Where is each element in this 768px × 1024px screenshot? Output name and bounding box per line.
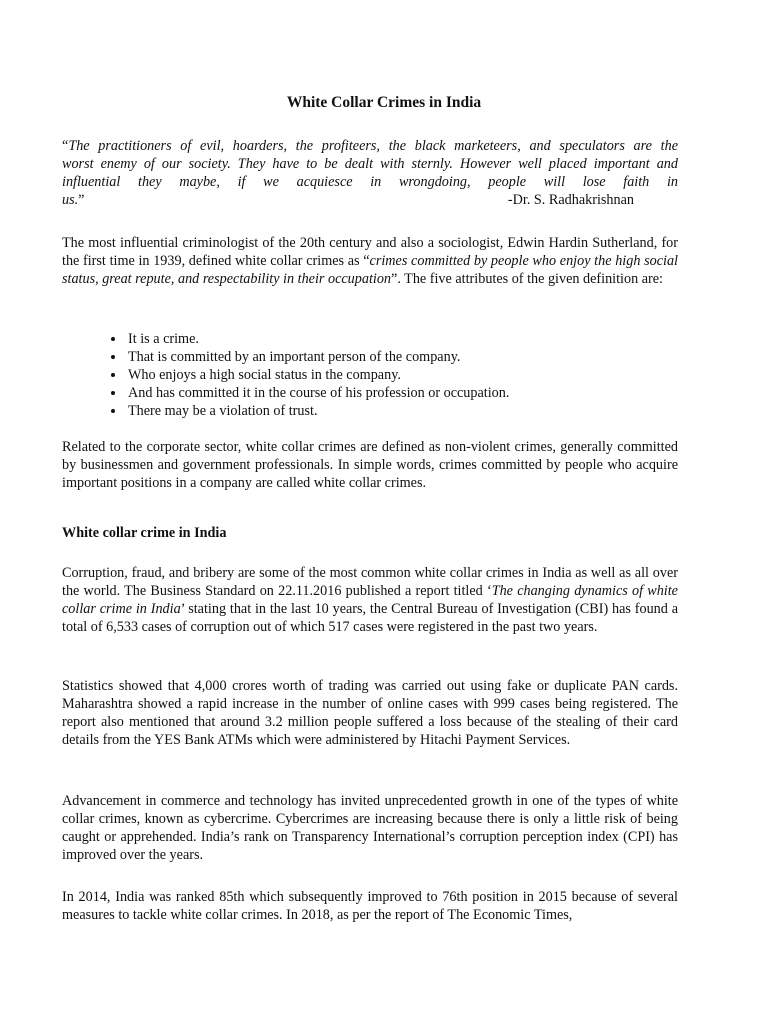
para3-post: ’ stating that in the last 10 years, the Central Bureau of Investigation (CBI) has found a total of 6,533 cases of corruption out of which 517 cases were registered in the past two years. [62,601,678,635]
quote-last-line [62,191,678,209]
paragraph-ranking: In 2014, India was ranked 85th which subsequently improved to 76th position in 2015 because of several measures to tackle white collar crimes. In 2018, as per the report of The Economic Times, [62,889,678,923]
para3-italic: The changing dynamics of white collar crime in India [62,583,678,617]
para1-post: ”. The five attributes of the given definition are: [391,271,663,287]
paragraph-statistics: Statistics showed that 4,000 crores worth of trading was carried out using fake or duplicate PAN cards. Maharashtra showed a rapid increase in the number of online cases with 999 cases being registered. The report also mentioned that around 3.2 million people suffered a loss because of the stealing of their card details from the YES Bank ATMs which were administered by Hitachi Payment Services. [62,678,678,748]
quote-open-mark: “ [62,138,69,154]
quote-line-3: influential they maybe, if we acquiesce in wrongdoing, people will lose faith in [62,174,678,190]
list-item: • There may be a violation of trust. [126,402,509,420]
quote-end [62,191,84,209]
paragraph-definition [62,234,678,288]
quote-last-text: us. [62,192,79,208]
quote-line-1-text: The practitioners of evil, hoarders, the profiteers, the black marketeers, and speculators are the [68,138,678,154]
paragraph-corporate: Related to the corporate sector, white collar crimes are defined as non-violent crimes, generally committed by businessmen and government professionals. In simple words, crimes committed by people who acquire important positions in a company are called white collar crimes. [62,439,678,491]
list-item: • Who enjoys a high social status in the company. [126,366,509,384]
list-item: • And has committed it in the course of his profession or occupation. [126,384,509,402]
list-item: • That is committed by an important person of the company. [126,348,509,366]
quote-line-1 [62,137,678,155]
quote-attribution: -Dr. S. Radhakrishnan [507,192,634,208]
list-item: • It is a crime. [126,330,509,348]
attributes-list [102,330,509,420]
quote-close-mark: ” [78,192,85,208]
para3-pre: Corruption, fraud, and bribery are some of the most common white collar crimes in India as well as all over the world. The Business Standard on 22.11.2016 published a report titled ‘ [62,565,678,599]
para1-pre: The most influential criminologist of the 20th century and also a sociologist, Edwin Hardin Sutherland, for the first time in 1939, defined white collar crimes as “ [62,235,678,269]
paragraph-cybercrime: Advancement in commerce and technology has invited unprecedented growth in one of the types of white collar crimes, known as cybercrime. Cybercrimes are increasing because there is only a little risk of being caught or apprehended. India’s rank on Transparency International’s corruption perception index (CPI) has improved over the years. [62,793,678,863]
paragraph-business-standard [62,564,678,636]
quote-line-2: worst enemy of our society. They have to be dealt with sternly. However well placed important and [62,156,678,172]
document-title: White Collar Crimes in India [286,94,482,111]
quote-block [62,137,678,209]
para1-italic: crimes committed by people who enjoy the high social status, great repute, and respectability in their occupation [62,253,679,287]
section-heading: White collar crime in India [62,525,227,541]
